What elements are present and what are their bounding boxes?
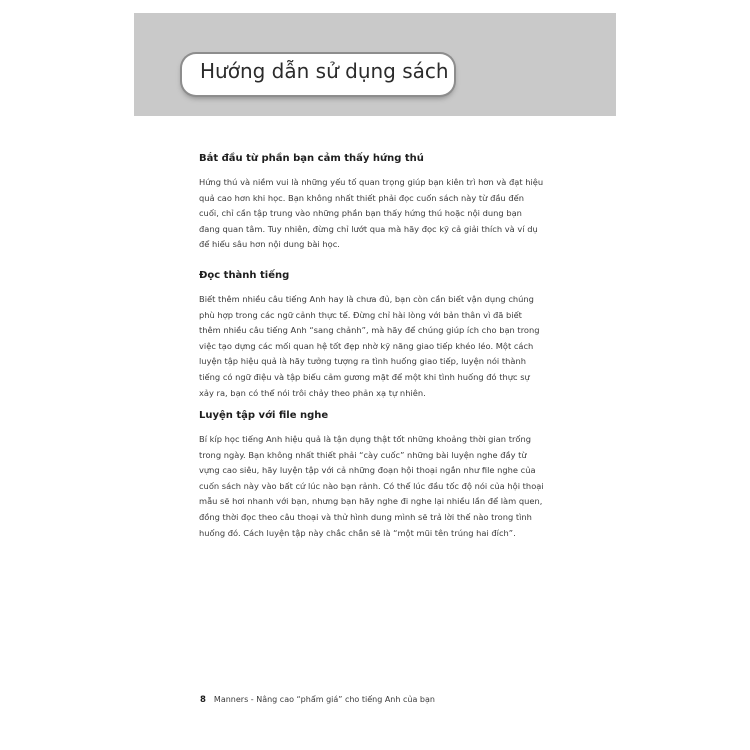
- section-heading: Đọc thành tiếng: [199, 270, 290, 281]
- section-heading: Bắt đầu từ phần bạn cảm thấy hứng thú: [199, 153, 424, 164]
- section-listening-practice: [199, 410, 544, 541]
- running-title: Manners - Nâng cao “phẩm giá” cho tiếng Anh của bạn: [213, 695, 435, 704]
- page-footer: [200, 695, 435, 705]
- page-number: 8: [200, 695, 206, 705]
- section-paragraph: Hứng thú và niềm vui là những yếu tố quan trọng giúp bạn kiên trì hơn và đạt hiệu quả cao hơn khi học. Bạn không nhất thiết phải đọc cuốn sách này từ đầu đến cuối, chỉ cần tập trung vào những phần bạn thấy hứng thú hoặc nội dung bạn đang quan tâm. Tuy nhiên, đừng chỉ lướt qua mà hãy đọc kỹ cả giải thích và ví dụ để hiểu sâu hơn nội dung bài học.: [199, 177, 544, 250]
- book-page: [134, 13, 616, 737]
- section-paragraph: Bí kíp học tiếng Anh hiệu quả là tận dụng thật tốt những khoảng thời gian trống trong ngày. Bạn không nhất thiết phải “cày cuốc” những bài luyện nghe đầy từ vựng cao siêu, hãy luyện tập với cả những đoạn hội thoại ngắn như file nghe của cuốn sách này vào bất cứ lúc nào bạn rảnh. Có thể lúc đầu tốc độ nói của hội thoại mẫu sẽ hơi nhanh với bạn, nhưng bạn hãy nghe đi nghe lại nhiều lần để làm quen, đồng thời đọc theo câu thoại và thử hình dung mình sẽ trả lời thế nào trong tình huống đó. Cách luyện tập này chắc chắn sẽ là “một mũi tên trúng hai đích”.: [199, 434, 544, 538]
- title-box: [182, 54, 454, 95]
- section-paragraph: Biết thêm nhiều câu tiếng Anh hay là chưa đủ, bạn còn cần biết vận dụng chúng phù hợp trong các ngữ cảnh thực tế. Đừng chỉ hài lòng với bản thân vì đã biết thêm nhiều câu tiếng Anh “sang chảnh”, mà hãy để chúng giúp ích cho bạn trong việc tạo dựng các mối quan hệ tốt đẹp nhờ kỹ năng giao tiếp khéo léo. Một cách luyện tập hiệu quả là hãy tưởng tượng ra tình huống giao tiếp, luyện nói thành tiếng có ngữ điệu và tập biểu cảm gương mặt để một khi tình huống đó thực sự xảy ra, bạn có thể nói trôi chảy theo phản xạ tự nhiên.: [199, 294, 540, 398]
- section-heading: Luyện tập với file nghe: [199, 410, 329, 421]
- section-start-with-interest: [199, 153, 544, 253]
- page-title: Hướng dẫn sử dụng sách: [200, 59, 449, 83]
- section-read-aloud: [199, 270, 544, 401]
- header-band: [134, 13, 616, 116]
